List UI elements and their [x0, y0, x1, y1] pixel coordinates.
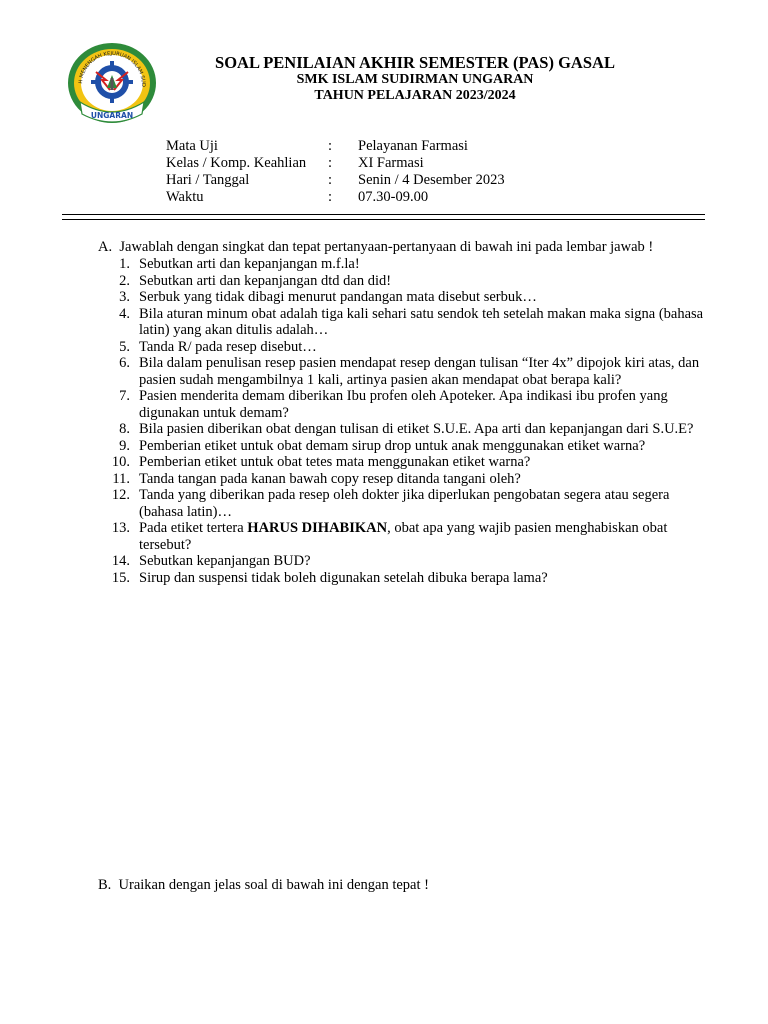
question-number: 14. [111, 553, 130, 569]
info-label: Kelas / Komp. Keahlian [166, 155, 307, 171]
question-text: Pasien menderita demam diberikan Ibu profen oleh Apoteker. Apa indikasi ibu profen yang digunakan untuk demam? [139, 388, 668, 421]
section-a-heading [98, 239, 653, 256]
info-value: XI Farmasi [358, 155, 424, 171]
question-number: 10. [111, 454, 130, 470]
question-text-part: , obat apa yang wajib pasien menghabiskan obat tersebut? [139, 520, 668, 553]
academic-year: TAHUN PELAJARAN 2023/2024 [314, 88, 516, 103]
question-text: Bila aturan minum obat adalah tiga kali sehari satu sendok teh setelah makan maka signa (bahasa latin) yang akan ditulis adalah… [139, 305, 704, 338]
info-colon: : [328, 155, 333, 171]
logo-banner-text: UNGARAN [90, 111, 134, 120]
question-text: Sebutkan arti dan kepanjangan m.f.la! [139, 256, 360, 272]
question-item [96, 553, 716, 570]
question-item [96, 421, 716, 438]
question-item [96, 388, 716, 421]
question-number: 5. [119, 338, 130, 355]
question-item [96, 289, 716, 306]
question-item [96, 306, 716, 339]
question-text: Pemberian etiket untuk obat tetes mata menggunakan etiket warna? [139, 454, 531, 470]
question-number: 9. [119, 437, 130, 454]
section-letter: B. [98, 877, 112, 893]
question-item [96, 355, 716, 388]
document-title: SOAL PENILAIAN AKHIR SEMESTER (PAS) GASAL [215, 53, 615, 72]
info-value: 07.30-09.00 [358, 189, 429, 205]
info-label: Waktu [166, 189, 204, 205]
info-colon: : [328, 172, 333, 188]
question-item [96, 256, 716, 273]
question-number: 11. [112, 470, 130, 487]
question-item [96, 520, 716, 553]
school-emblem-icon [66, 42, 158, 128]
question-item [96, 454, 716, 471]
info-value: Senin / 4 Desember 2023 [358, 172, 505, 188]
section-instruction: Uraikan dengan jelas soal di bawah ini dengan tepat ! [118, 877, 429, 893]
info-label: Hari / Tanggal [166, 172, 250, 188]
question-item [96, 438, 716, 455]
question-number: 1. [119, 256, 130, 272]
question-text: Sebutkan arti dan kepanjangan dtd dan did! [139, 272, 392, 289]
question-item [96, 570, 716, 587]
school-name: SMK ISLAM SUDIRMAN UNGARAN [296, 72, 534, 87]
info-label: Mata Uji [166, 138, 218, 154]
question-text: Tanda yang diberikan pada resep oleh dokter jika diperlukan pengobatan segera atau segera (bahasa latin)… [139, 487, 670, 520]
question-emphasis: HARUS DIHABIKAN [247, 520, 388, 536]
question-text [139, 520, 667, 553]
question-item [96, 273, 716, 290]
question-text-part: Pada etiket tertera [139, 520, 248, 536]
question-number: 7. [119, 388, 130, 404]
header-divider [62, 219, 705, 220]
info-colon: : [328, 138, 333, 154]
question-number: 2. [119, 272, 130, 289]
question-number: 13. [111, 520, 130, 536]
section-letter: A. [98, 239, 113, 255]
question-text: Tanda tangan pada kanan bawah copy resep ditanda tangani oleh? [139, 470, 521, 487]
question-number: 3. [119, 289, 130, 305]
question-number: 6. [119, 355, 130, 371]
question-item [96, 487, 716, 520]
question-list [96, 256, 716, 586]
question-number: 15. [111, 569, 130, 586]
section-b-heading [98, 877, 429, 894]
question-text: Serbuk yang tidak dibagi menurut pandangan mata disebut serbuk… [139, 289, 537, 305]
info-colon: : [328, 189, 333, 205]
header-divider [62, 214, 705, 215]
question-text: Pemberian etiket untuk obat demam sirup drop untuk anak menggunakan etiket warna? [139, 437, 646, 454]
question-text: Bila dalam penulisan resep pasien mendapat resep dengan tulisan “Iter 4x” dipojok kiri atas, dan pasien sudah mengambilnya 1 kali, artinya pasien akan mendapat obat berapa kali? [139, 355, 700, 388]
question-text: Sirup dan suspensi tidak boleh digunakan setelah dibuka berapa lama? [139, 569, 548, 586]
question-number: 12. [111, 487, 130, 503]
section-instruction: Jawablah dengan singkat dan tepat pertanyaan-pertanyaan di bawah ini pada lembar jawab ! [119, 239, 654, 255]
question-text: Tanda R/ pada resep disebut… [139, 338, 317, 355]
question-text: Bila pasien diberikan obat dengan tulisan di etiket S.U.E. Apa arti dan kepanjangan dari S.U.E? [139, 421, 694, 437]
school-logo [66, 42, 158, 128]
question-item [96, 471, 716, 488]
info-value: Pelayanan Farmasi [358, 138, 468, 154]
question-item [96, 339, 716, 356]
question-number: 4. [119, 305, 130, 322]
question-number: 8. [119, 421, 130, 437]
logo-ring-text: H MENENGAH KEJURUAN ISLAM SUD [77, 50, 147, 87]
question-text: Sebutkan kepanjangan BUD? [139, 553, 311, 569]
